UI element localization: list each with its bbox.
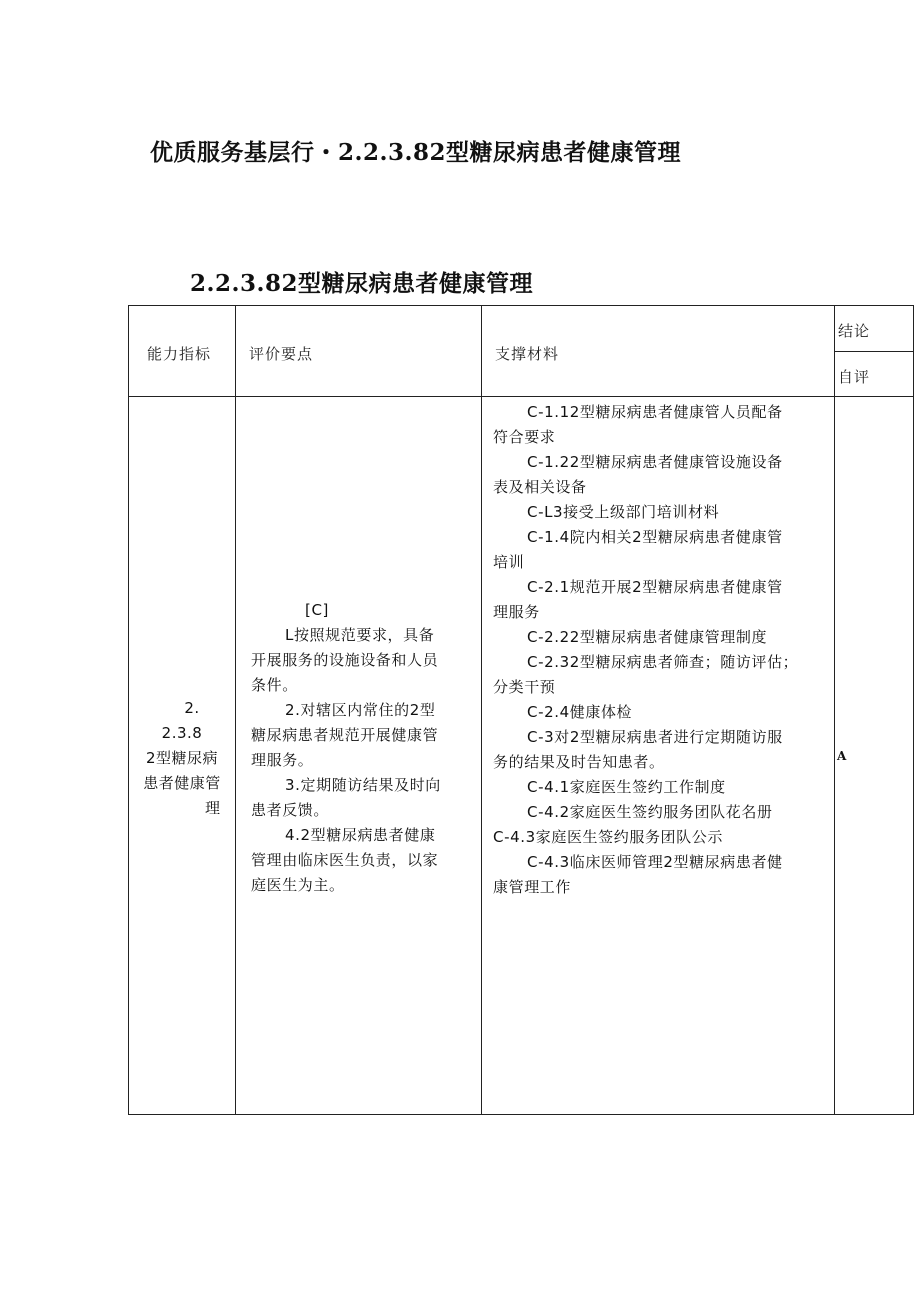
materials-cell xyxy=(493,400,798,900)
material-line: 培训 xyxy=(493,553,525,571)
document-title: 优质服务基层行・2.2.3.82型糖尿病患者健康管理 xyxy=(150,139,682,166)
key-point-line: 糖尿病患者规范开展健康管 xyxy=(251,726,439,744)
indicator-line: 2型糖尿病 xyxy=(145,749,219,767)
material-line: 符合要求 xyxy=(493,428,556,446)
header-indicator: 能力指标 xyxy=(147,345,212,363)
header-conclusion: 结论 xyxy=(838,322,871,340)
key-point-line: 2.对辖区内常住的2型 xyxy=(285,701,436,719)
indicator-line: 2. xyxy=(184,699,200,717)
indicator-cell xyxy=(129,696,235,821)
key-point-line: L按照规范要求，具备 xyxy=(285,626,435,644)
material-line: C-2.22型糖尿病患者健康管理制度 xyxy=(527,628,768,646)
material-line: C-1.4院内相关2型糖尿病患者健康管 xyxy=(527,528,783,546)
key-points-cell xyxy=(251,598,441,898)
material-line: C-2.32型糖尿病患者筛查；随访评估； xyxy=(527,653,799,671)
material-line: C-2.1规范开展2型糖尿病患者健康管 xyxy=(527,578,783,596)
key-point-line: 理服务。 xyxy=(251,751,314,769)
material-line: C-4.3临床医师管理2型糖尿病患者健 xyxy=(527,853,783,871)
column-divider xyxy=(481,306,482,1114)
indicator-line: 理 xyxy=(205,799,221,817)
material-line: C-2.4健康体检 xyxy=(527,703,633,721)
key-point-line: [C] xyxy=(305,601,329,619)
material-line: 分类干预 xyxy=(493,678,556,696)
key-point-line: 患者反馈。 xyxy=(251,801,330,819)
key-point-line: 管理由临床医生负责，以家 xyxy=(251,851,439,869)
material-line: C-4.3家庭医生签约服务团队公示 xyxy=(493,828,723,846)
conclusion-divider xyxy=(834,351,913,352)
material-line: 理服务 xyxy=(493,603,540,621)
header-self-eval: 自评 xyxy=(838,368,871,386)
header-key-points: 评价要点 xyxy=(249,345,314,363)
self-eval-grade: A xyxy=(837,749,847,763)
material-line: C-L3接受上级部门培训材料 xyxy=(527,503,720,521)
column-divider xyxy=(235,306,236,1114)
material-line: 康管理工作 xyxy=(493,878,572,896)
header-divider xyxy=(129,396,913,397)
indicator-line: 患者健康管 xyxy=(143,774,221,792)
column-divider xyxy=(834,306,835,1114)
material-line: C-4.2家庭医生签约服务团队花名册 xyxy=(527,803,773,821)
key-point-line: 开展服务的设施设备和人员 xyxy=(251,651,439,669)
material-line: C-3对2型糖尿病患者进行定期随访服 xyxy=(527,728,783,746)
key-point-line: 条件。 xyxy=(251,676,298,694)
key-point-line: 3.定期随访结果及时向 xyxy=(285,776,441,794)
assessment-table xyxy=(128,305,914,1115)
material-line: C-1.22型糖尿病患者健康管设施设备 xyxy=(527,453,783,471)
material-line: C-1.12型糖尿病患者健康管人员配备 xyxy=(527,403,783,421)
indicator-line: 2.3.8 xyxy=(161,724,203,742)
material-line: 务的结果及时告知患者。 xyxy=(493,753,665,771)
section-title: 2.2.3.82型糖尿病患者健康管理 xyxy=(190,270,534,297)
key-point-line: 4.2型糖尿病患者健康 xyxy=(285,826,436,844)
material-line: C-4.1家庭医生签约工作制度 xyxy=(527,778,726,796)
header-materials: 支撑材料 xyxy=(495,345,560,363)
material-line: 表及相关设备 xyxy=(493,478,587,496)
key-point-line: 庭医生为主。 xyxy=(251,876,345,894)
